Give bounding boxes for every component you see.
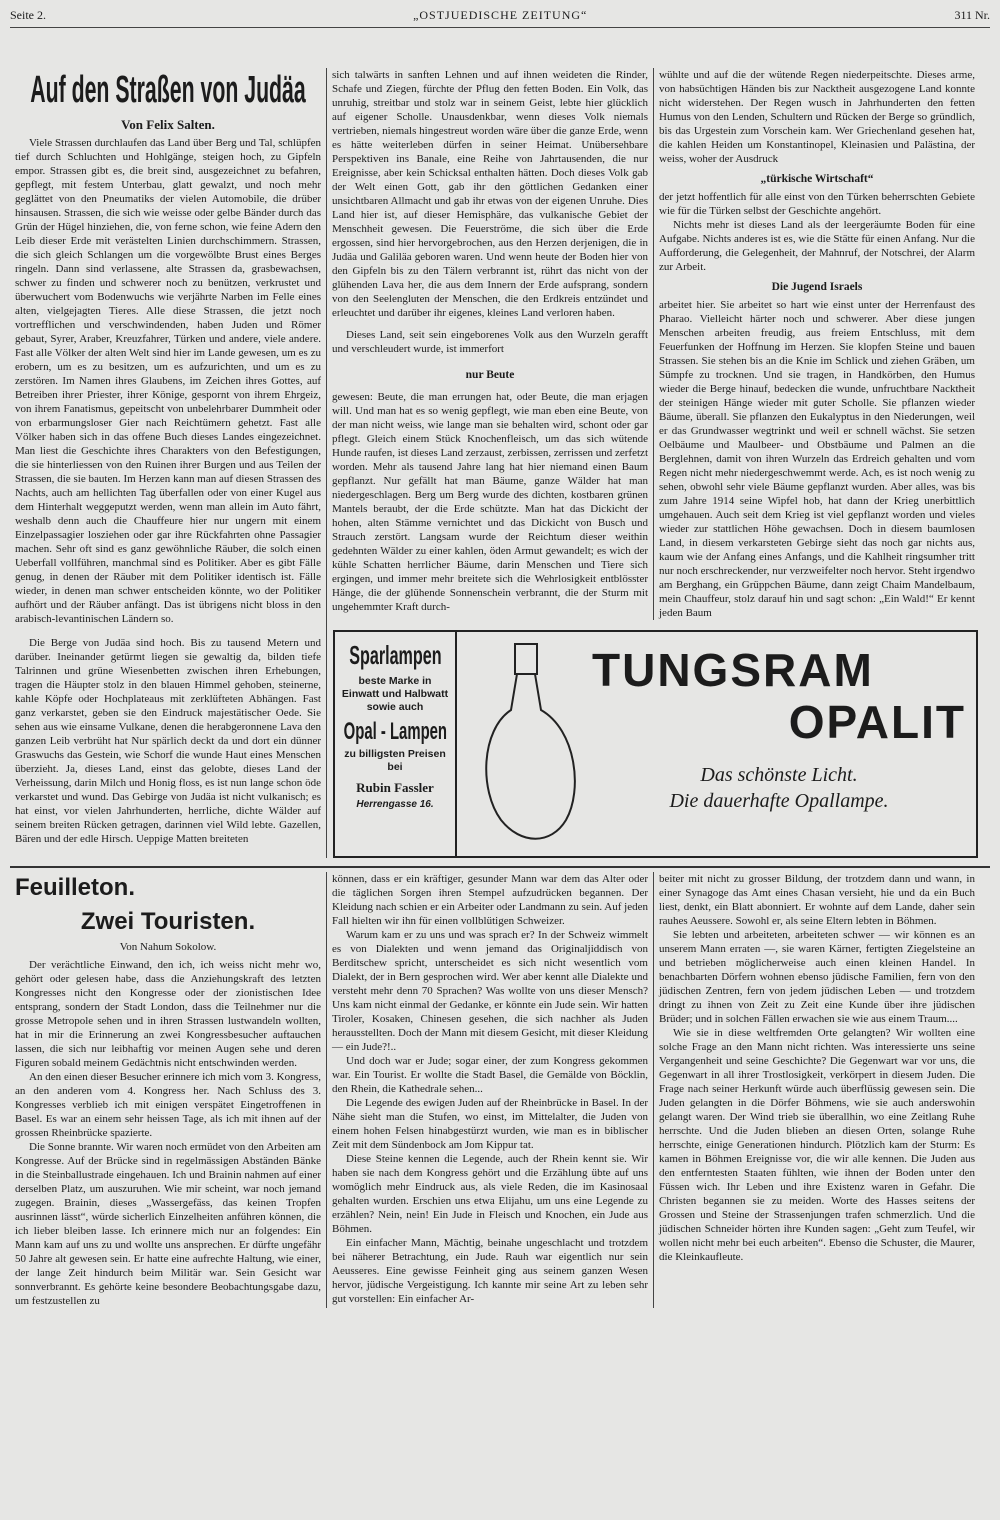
paragraph: Die Legende des ewigen Juden auf der Rheinbrücke in Basel. In der Nähe sieht man die Stufen, wo einst, im Mittelalter, die Juden von einem hohen Felsen hinabgestürzt wurden, wie man es in biblischer Zeit mit dem Sündenbock am Jom Kippur tat. — [332, 1097, 648, 1151]
article-byline: Von Felix Salten. — [121, 117, 215, 132]
ad-brand-text — [592, 632, 976, 824]
article-column-3 — [653, 68, 980, 620]
paragraph: wühlte und auf die der wütende Regen niederpeitschte. Dieses arme, von habsüchtigen Händen bis zur Nacktheit ausgezogene Land konnte nicht widerstehen. Der Regen wusch in Jahrhunderten den fetten Humus von den Lenden, Schultern und Rücken der Berge so gründlich, bis das Urgestein zum Vorschein kam. Wer Griechenland gesehen hat, die kahlen Heiden um Konstantinopel, Kleinasien und Palästina, der weiss, woher der Ausdruck — [659, 69, 975, 165]
paragraph: arbeitet hier. Sie arbeitet so hart wie einst unter der Herrenfaust des Pharao. Vielleicht härter noch und schwerer. Aber diese jungen Menschen arbeiten freudig, aus freiem Entschluss, mit dem Feuerfunken der Hoffnung im Herzen. Sie klopfen Steine und bauen Strassen. Sie stehen bis an die Knie im Schlick und ziehen Gräben, um Sümpfe zu trocknen. Und sie tragen, in Handkörben, den Humus wieder die Berge hinauf, bedecken die wunde, unfruchtbare Nacktheit der steinigen Hänge wieder mit guter Scholle. Sie pflanzen wieder Bäume, überall. Sie pflanzen den Eukalyptus in den Niederungen, weil er das Grundwasser wegtrinkt und weil er schnell wächst. Sie setzen Oelbäume und Maulbeer- und Obstbäume und Palmen an die Berglehnen, damit von ihren Wurzeln das Erdreich gehalten und vom Regen nicht mehr niedergeschwemmt werde. Ach, es ist noch wenig zu sehen, obwohl sehr viele Bäume gepflanzt wurden. Aber alles, was bis zum Jahre 1914 seine Wipfel hob, hat dann der Krieg unerbittlich umgehauen. Auch seit dem Krieg ist viel gepflanzt worden und vieles wieder zur stattlichen Höhe gewachsen. Doch in diesem baumlosen Land, in diesem verkarsteten Gebirge sieht das noch gar nichts aus, kaum wie der Anfang eines Anfangs, und die Kahlheit ringsumher tritt nur noch erschreckender, nur verzweifelter noch hervor. Steht irgendwo am Berghang, ein Grüppchen Bäume, dann zeigt Chaim Mandelbaum, mein Chauffeur, stolz darauf hin und sagt schon: „Ein Wald!“ Er kennt jeden Baum — [659, 299, 975, 619]
feuilleton-column-3 — [653, 872, 980, 1308]
paragraph: Und doch war er Jude; sogar einer, der zum Kongress gekommen war. Ein Tourist. Er wollte die Stadt Basel, die Gemälde von Böcklin, den Rhein, die Kathedrale sehen... — [332, 1055, 648, 1095]
ad-title-opal: Opal - Lampen — [343, 718, 447, 745]
feuilleton-byline: Von Nahum Sokolow. — [119, 941, 217, 953]
page-label: Seite 2. — [10, 8, 46, 22]
section-rule — [10, 866, 990, 868]
paragraph: Sie lebten und arbeiteten, arbeiteten schwer — wir können es an unserem Mann erraten —, sie waren Kärner, fertigten Ziegelsteine an und betrieben möglicherweise auch einen kleinen Handel. In benachbarten Dörfern wohnen ebenso jüdische Familien, fern von den jüdischen Zentren, fern von jedem jüdischen Leben — und trotzdem dringt zu ihnen von Zeit zu Zeit eine Kunde über ihre jüdischen Brüder; und in solchen Fällen erwachen sie wie aus einem Traum.... — [659, 929, 975, 1025]
paragraph: An den einen dieser Besucher erinnere ich mich vom 3. Kongress, an den anderen vom 4. Kongress her. Nach Schluss des 3. Kongresses verblieb ich mit einigen verspätet Eingetroffenen in Basel. Es war an einem sehr heissen Tage, als ich mit ihnen auf der grossen Rheinbrücke spazierte. — [15, 1071, 321, 1139]
ad-brand-panel — [457, 632, 976, 856]
paragraph: Warum kam er zu uns und was sprach er? In der Schweiz wimmelt es von Dialekten und wenn jemand das Originaljiddisch von Berditschew spricht, unterscheidet es sich nicht wesentlich vom Dialekt, der in Bern gesprochen wird. Wer aber kennt alle Dialekte und versteht mehr denn 70 Sprachen? Was wollte von uns dieser Mensch? Uns kam nicht einmal der Gedanke, er könnte ein Jude sein. Wir hatten Tiroler, Kosaken, Chinesen gesehen, die sich nachher als Juden herausstellten. Doch der Mann mit diesem Gesicht, mit dieser Kleidung — ein Jude?!.. — [332, 929, 648, 1053]
paragraph: beiter mit nicht zu grosser Bildung, der trotzdem dann und wann, in einer Synagoge das Amt eines Chasan versieht, hie und da ein Buch liest, denkt, ein Blatt abonniert. Er wohnte auf dem Lande, daher sein rauhes Aeussere. Sowohl er, als seine Eltern lebten in Böhmen. — [659, 873, 975, 927]
ad-slogan: Das schönste Licht. — [700, 764, 858, 786]
paragraph: Dieses Land, seit sein eingeborenes Volk aus den Wurzeln gerafft und verschleudert wurde, ist immerfort — [332, 329, 648, 355]
ad-title-wrap — [339, 640, 451, 671]
ad-text: beste Marke in Einwatt und Halbwatt sowie auch — [341, 675, 449, 713]
ad-text: zu billigsten Preisen bei — [344, 748, 446, 773]
article-title-wrap — [15, 68, 321, 112]
paragraph: Viele Strassen durchlaufen das Land über Berg und Tal, schlüpfen tief durch Schluchten und Hohlgänge, steigen hoch, zu Gipfeln empor. Strassen gibt es, die breit sind, ausgezeichnet zu befahren, gepflegt, mit festem Unterbau, glatt gewalzt, und noch mehr geglättet von den Pneumatiks der vielen Automobile, die drüber hinsausen. Strassen, die sich wie weisse oder gelbe Bänder durch das Grün der Hügel hinziehen, die, von ferne schon, wie feine Adern den Leib dieser Erde mit verästelten Linien durchschimmern. Strassen, die sich gleich Schlangen um die vorgewölbte Brust eines Berges ringeln. Dann sind verlassene, alte Strassen da, grasbewachsen, schwer zu finden und schwerer noch zu benützen, verkrustet und überwuchert vom Bodenwuchs wie verjährte Narben im Felle eines alten, vielgejagten Tieres. Alle diese Strassen, die jetzt noch vortrefflichen und verschwindenden, haben Juden und Römer gebaut, Syrer, Araber, Kreuzfahrer, Türken und andere, viele andere. Fast alle Völker der alten Welt sind hier im Lande gewesen, um es zu erobern, um es zu besitzen, um es aufzurichten, und um es zu zerstören. Im Namen ihres Glaubens, im Zeichen ihres Gottes, auf Betreiben ihrer Priester, ihrer Könige, gespornt von ihrem Ehrgeiz, von ihrem Fanatismus, gepeitscht von unbelehrbarer Dummheit oder von erbarmungsloser Gier nach Reichtümern gehetzt. Fast alle Völker haben sich in das offene Buch dieses Landes eingezeichnet. Man liest die Geschichte ihres Charakters von den Befestigungen, die sie hinterliessen von den Ruinen ihrer Burgen und aus Teilen der Strassen, die sie bauten. Im Herzen kann man auf diesen Strassen des Nachts, auch am hellichten Tag überfallen oder von einer Kugel aus dem Hinterhalt weggeputzt werden, wenn man allein im Auto fährt, weshalb denn auch die Chauffeure hier nur ungern mit einem Einzelpassagier losziehen oder gar ihre Rückfahrten ohne Passagier machen. Sehr oft sind es ganz gewöhnliche Räuber, die solch einen Ueberfall vollführen, manchmal sind es Politiker. Aber es gibt Fälle genug, in denen der Räuber mit dem Politiker identisch ist. Fälle wieder, in denen man schwer entscheiden könnte, wo der Politiker aufhört und der Räuber anfängt. Das ist übrigens nicht bloss in den arabisch-levantinischen Ländern so. — [15, 137, 321, 625]
paragraph: der jetzt hoffentlich für alle einst von den Türken beherrschten Gebiete wie für die Türken selbst der Geschichte angehört. — [659, 191, 975, 217]
ad-slogan: Die dauerhafte Opallampe. — [669, 790, 889, 812]
feuilleton-column-2 — [326, 872, 653, 1308]
ad-address: Herrengasse 16. — [356, 799, 434, 810]
ad-title-sparlampen: Sparlampen — [348, 640, 442, 670]
article-column-2 — [326, 68, 653, 620]
subheading: Die Jugend Israels — [771, 281, 863, 293]
paragraph: Die Sonne brannte. Wir waren noch ermüdet von den Arbeiten am Kongresse. Auf der Brücke sind in regelmässigen Abständen Bänke in die Steinballustrade eingehauen. Ich und Brainin nahmen auf einer derselben Platz, um auszuruhen. Wie mir scheint, war noch jemand zugegen. Brainin, dieses „Wassergefäss, das keinen Tropfen ausrinnen lässt“, würde sicherlich Einzelheiten anführen können, die ich lieber bleiben lasse. Ich erinnere mich nur an folgendes: Ein Mann kam auf uns zu und wollte uns ansprechen. Er dürfte ungefähr 50 Jahre alt gewesen sein. Er hatte eine aufrechte Haltung, wie einer, der lange Zeit hindurch beim Militär war. Sein Gesicht war sonnverbrannt. Es gehörte keine besondere Beobachtungsgabe dazu, um festzustellen zu — [15, 1141, 321, 1307]
feuilleton-title: Zwei Touristen. — [80, 908, 256, 935]
paragraph: Diese Steine kennen die Legende, auch der Rhein kennt sie. Wir haben sie nach dem Kongress gehört und die Erzählung übte auf uns womöglich mehr Eindruck aus, als viele Reden, die im Kasinosaal gehalten wurden. Erschien uns etwa Elijahu, um uns eine Legende zu erzählen? Nein, nein! Ein Jude in Fleisch und Knochen, ein Jude aus Böhmen. — [332, 1153, 648, 1235]
ad-brand-opalit: OPALIT — [788, 696, 966, 748]
subheading: nur Beute — [465, 369, 515, 381]
paragraph: sich talwärts in sanften Lehnen und auf ihnen weideten die Rinder, Schafe und Ziegen, fürchte der Pflug den fetten Boden. Ein Volk, das unruhig, streitbar und stolz war in seinem Geist, lebte hier glücklich auf eigener Scholle. Unausdenkbar, wenn dieses Volk niemals vertrieben, niemals hingestreut worden wäre über die ganze Erde, wenn es hätte weiterleben dürfen in seiner Heimat. Unübersehbare Perspektiven ins Banale, eine Reihe von Jahrtausenden, die nur Ereignisse, aber kein Schicksal enthalten hätten. Doch dieses Volk gab der Welt einen Gott, gab ihr den göttlichen Gedanken einer unsichtbaren Allmacht und gab ihr etwas von der eigenen Unruhe. Dies Land hier ist, auf dieser Hemisphäre, das vulkanische Gebiet der Menschheit gewesen. Die Feuerströme, die sich über die Erde ergossen, sind hier hervorgebrochen, aus den Herzen derjenigen, die in Judäa und Galiläa geboren waren. Und wenn heute der Boden hier von den Gipfeln bis zu den Tälern verbrannt ist, rührt das nicht von der glühenden Lava her, die aus dem Innern der Erde aufsprang, sondern von den Seelengluten der Menschen, die den Erdkreis entzündet und erleuchtet und darüber ihr eigenes, kleines Land verloren haben. — [332, 69, 648, 319]
ad-dealer-name: Rubin Fassler — [356, 780, 434, 795]
feuilleton — [10, 872, 990, 1308]
page-header — [10, 8, 990, 28]
issue-number: 311 Nr. — [954, 8, 990, 22]
article-column-1 — [10, 68, 326, 858]
feuilleton-column-1 — [10, 872, 326, 1308]
paragraph: Die Berge von Judäa sind hoch. Bis zu tausend Metern und darüber. Ineinander getürmt liegen sie gewaltig da, bilden tiefe Talrinnen und grüne Wiesenbetten zwischen ihren Erhebungen, tragen die Häupter stolz in den blauen Himmel gehoben, steinerne, kahle Köpfe oder Hochplateaus mit zerklüfteten Abhängen. Fast ganz verkarstet, geben sie den Eindruck majestätischer Oede. Sie sehen aus wie einsame Vulkane, denen die herabgeronnene Lava den ganzen Leib verbrüht hat Nur spärlich deckt da und dort ein dünner Graswuchs das Gestein, wie Schorf die wunde Haut eines Menschen überzieht. Ja, dieses Land, einst das gelobte, dieses Land der Verheissung, darin Milch und Honig floss, es ist nun lange schon öde verkarstet und wund. Das Gebirge von Judäa ist nicht vulkanisch; es hat einst, vor vielen Jahrhunderten, herrliche, dichte Wälder auf seinem breiten Rücken getragen, darinnen viel Wild lebte. Gazellen, Bären und der edle Hirsch. Ueppige Matten breiteten — [15, 637, 321, 845]
article-title: Auf den Straßen von Judäa — [30, 69, 306, 111]
light-bulb-icon — [471, 640, 581, 850]
newspaper-name: „OSTJUEDISCHE ZEITUNG“ — [413, 8, 588, 22]
section-title: Feuilleton. — [15, 874, 135, 901]
paragraph: Ein einfacher Mann, Mächtig, beinahe ungeschlacht und trotzdem bei näherer Betrachtung, ein Jude. Rauh war eigentlich nur sein Aeusseres. Eine gewisse Feinheit ging aus seinem ganzen Wesen hervor, jüdische Vergeistigung. Ich kannte mir seine Art zu leben sehr gut vorstellen: Ein einfacher Ar- — [332, 1237, 648, 1305]
ad-title-wrap — [339, 718, 451, 746]
advertisement — [333, 630, 978, 858]
paragraph: Der verächtliche Einwand, den ich, ich weiss nicht mehr wo, gehört oder gelesen habe, dass die Anziehungskraft des letzten Kongresses nicht den Kongresse oder der zionistischen Idee entsprang, sondern der Stadt London, dass die Teilnehmer nur die grosse Metropole sehen und in ihren Strassen lustwandeln wollten, hat in mir die Erinnerung an zwei Kongressbesucher auftauchen lassen, die sich nur leibhaftig vor meinen Augen sehe und deren Figuren sobald meinem Gedächtnis nicht entschwinden werden. — [15, 959, 321, 1069]
paragraph: Nichts mehr ist dieses Land als der leergeräumte Boden für eine Aufgabe. Nichts anderes ist es, wie die Stätte für einen Anfang. Nur die Aufforderung, die Gelegenheit, der Mahnruf, der Notschrei, der Alarm zur Arbeit. — [659, 219, 975, 273]
subheading: „türkische Wirtschaft“ — [760, 173, 874, 185]
ad-dealer-panel — [335, 632, 457, 856]
top-article — [10, 68, 990, 858]
paragraph: gewesen: Beute, die man errungen hat, oder Beute, die man erjagen will. Und man hat es so wenig gepflegt, wie man eben eine Beute, von der man nicht weiss, wie lange man sie behalten wird, schont oder gar pflegt. Gleich einem Stück Knochenfleisch, um das sich wütende Hunde raufen, ist dieses Land zerzaust, zerbissen, zerrissen und zerfetzt worden. Mehr als tausend Jahre lang hat hier niemand einen Baum gepflanzt. Nur gefällt hat man Bäume, ganze Wälder hat man niedergeschlagen. Berg um Berg wurde des dichten, kostbaren grünen Mantels beraubt, der die Erde schützte. Man hat das Dickicht der hohen, alten Stämme vernichtet und das Dickicht von Busch und Strauch zerstört. Langsam wurde der Reichtum dieser weithin gedehnten Wälder zu einer kahlen, öden Armut gewandelt; es wich der kühle Schatten herrlicher Bäume, darin Menschen und Tiere sich ergingen, und immer mehr breitete sich die Wehrlosigkeit entblösster Hänge, die der glühende Sonnenschein verbrannt, die der Sturm mit ungehemmter Kraft durch- — [332, 391, 648, 613]
ad-brand-tungsram: TUNGSRAM — [592, 644, 874, 696]
advertisement-cell — [326, 620, 980, 858]
paragraph: Wie sie in diese weltfremden Orte gelangten? Wir wollten eine solche Frage an den Mann nicht richten. Was interessierte uns seine Vergangenheit und seine Geschichte? Die Gegenwart war vor uns, die Gegenwart in all ihrer Trostlosigkeit, verkörpert in diesem Juden. Die Frage nach seiner Herkunft würde auch überflüssig gewesen sein. Die Juden gelangten in die Dörfer Böhmens, wie sie auch anderswohin gelangt waren. Der Wind trieb sie überallhin, wo eine Zeitlang Ruhe herrschte. Und die Juden blieben an diesen Orten, solange Ruhe herrschte, einige Generationen hindurch. Plötzlich kam der Sturm: Es kamen in Böhmen Ereignisse vor, die wir alle kennen. Die Juden aus den entferntesten Staaten fühlten, wie ihnen der Boden unter den Füssen wich. Ihr Leben und ihre Existenz waren in Gefahr. Die Christen begannen sie zu meiden. Worte des Hasses seitens der Grossen und Steine der Strassenjungen trafen schmerzlich. Und die jüdischen Schneider hörten ihre Kunden sagen: „Geht zum Teufel, wir wollen nicht mehr bei euch arbeiten“. Ebenso die Schuster, die Maurer, die Kleinkaufleute. — [659, 1027, 975, 1263]
paragraph: können, dass er ein kräftiger, gesunder Mann war dem das Alter oder die täglichen Sorgen ihren Stempel aufzudrücken begannen. Der Kleidung nach schien er ein Arbeiter oder Landmann zu sein. Auf jeden Fall hielten wir ihn für einen vollblütigen Schweizer. — [332, 873, 648, 927]
